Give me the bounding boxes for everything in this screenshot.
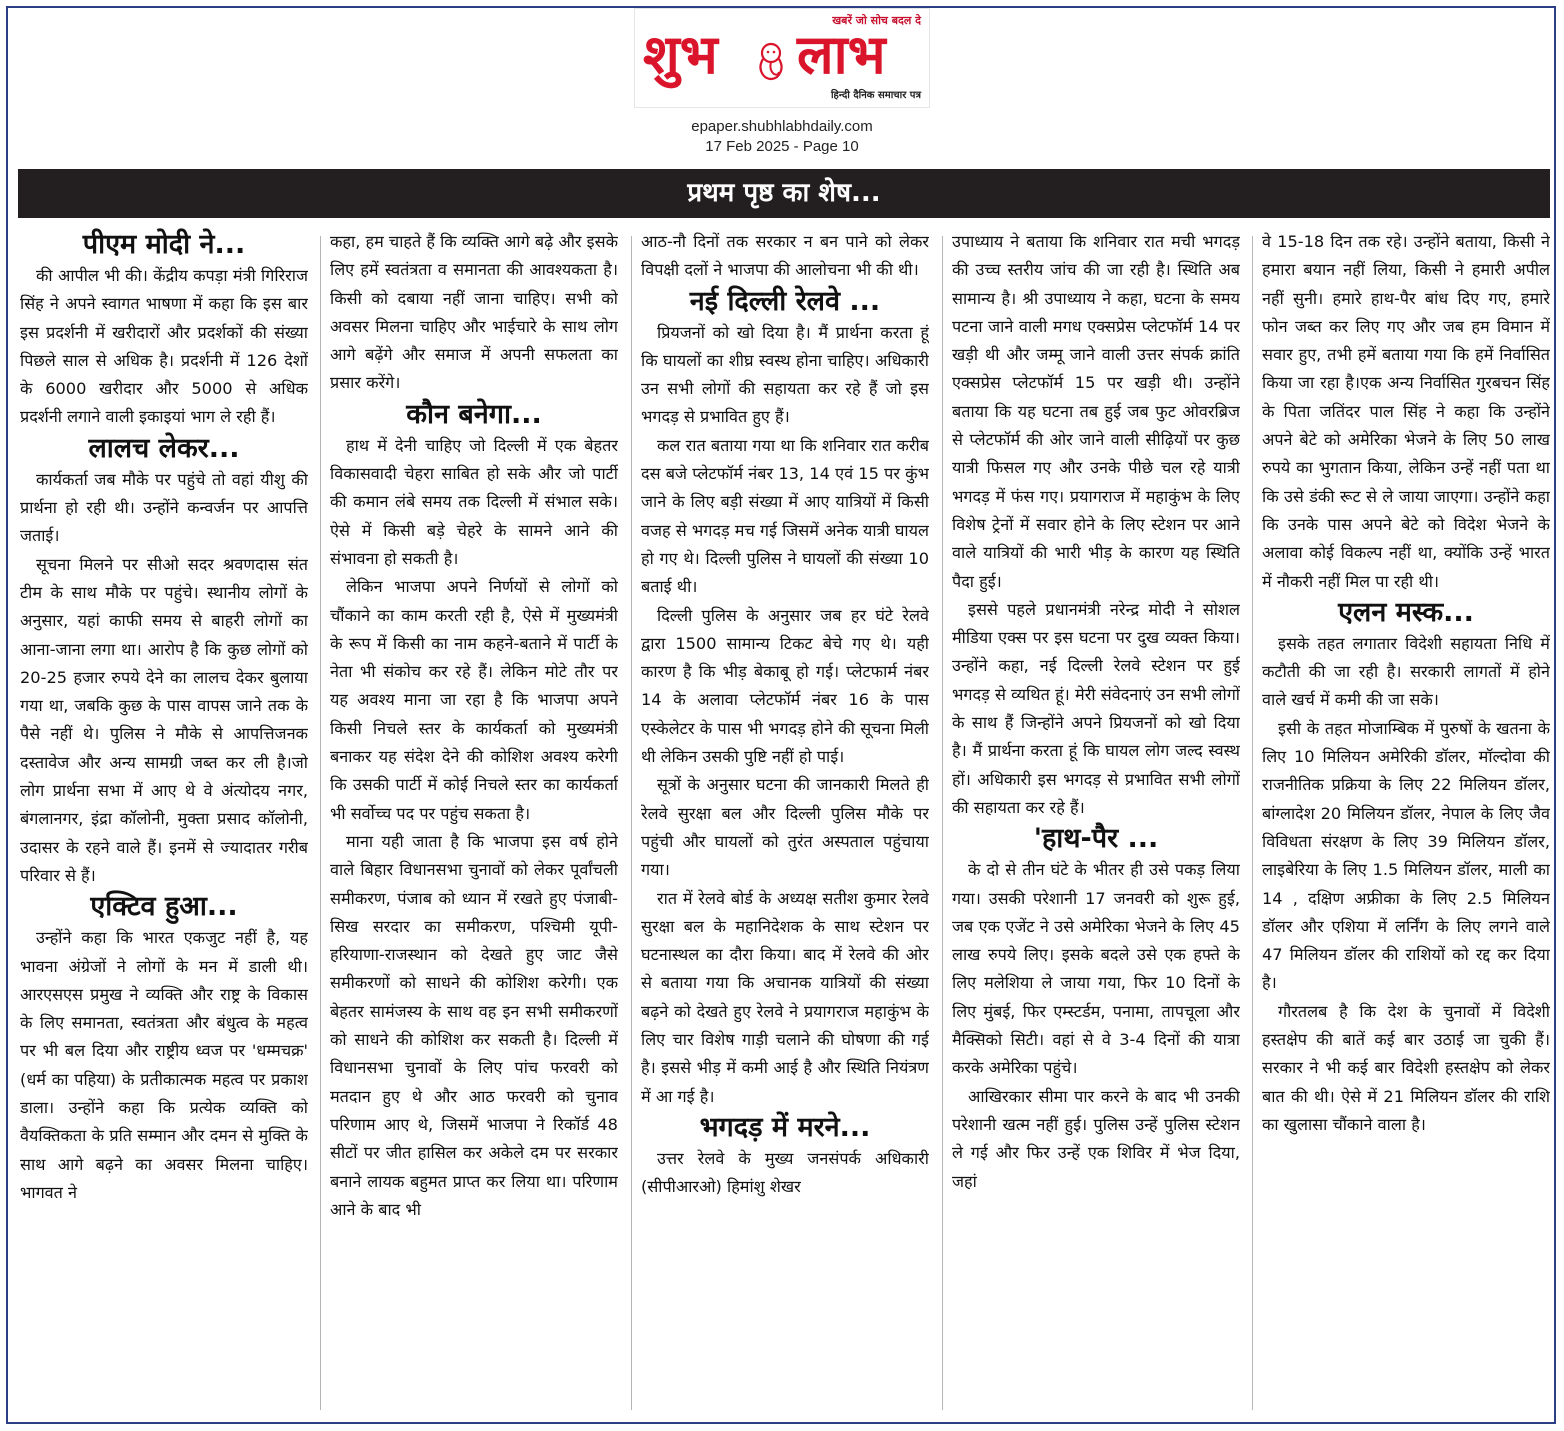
article-paragraph: वे 15-18 दिन तक रहे। उन्होंने बताया, किसी ने हमारा बयान नहीं लिया, किसी ने हमारी अपील नहीं सुनी। हमारे हाथ-पैर बांध दिए गए, हमारे फोन जब्त कर लिए गए और जब हम विमान में सवार हुए, तभी हमें बताया गया कि हमें निर्वासित किया जा रहा है।एक अन्य निर्वासित गुरबचन सिंह के पिता जतिंदर पाल सिंह ने कहा कि उन्होंने अपने बेटे को अमेरिका भेजने के लिए 50 लाख रुपये का भुगतान किया, लेकिन उन्हें नहीं पता था कि उसे डंकी रूट से ले जाया जाएगा। उन्होंने कहा कि उनके पास अपने बेटे को विदेश भेजने के अलावा कोई विकल्प नहीं था, क्योंकि उन्हें भारत में नौकरी नहीं मिल पा रही थी। (1262, 232, 1550, 591)
article-column-3 (641, 228, 929, 1414)
article-paragraph: सूचना मिलने पर सीओ सदर श्रवणदास संत टीम के साथ मौके पर पहुंचे। स्थानीय लोगों के अनुसार, यहां काफी समय से बाहरी लोगों का आना-जाना लगा था। आरोप है कि कुछ लोगों को 20-25 हजार रुपये देने का लालच देकर बुलाया गया था, जबकि कुछ के पास वापस जाने तक के पैसे नहीं थे। पुलिस ने मौके से आपत्तिजनक दस्तावेज और अन्य सामग्री जब्त कर ली है।जो लोग प्रार्थना सभा में आए थे वे अंत्योदय नगर, बंगलानगर, इंद्रा कॉलोनी, मुक्ता प्रसाद कॉलोनी, उदासर के रहने वाले हैं। इनमें से ज्यादातर गरीब परिवार से हैं। (20, 554, 308, 885)
article-paragraph: आठ-नौ दिनों तक सरकार न बन पाने को लेकर विपक्षी दलों ने भाजपा की आलोचना भी की थी। (641, 232, 929, 280)
page-date: 17 Feb 2025 - Page 10 (705, 138, 859, 155)
article-heading: पीएम मोदी ने... (82, 229, 246, 260)
article-paragraph: इससे पहले प्रधानमंत्री नरेन्द्र मोदी ने सोशल मीडिया एक्स पर इस घटना पर दुख व्यक्त किया। उन्होंने कहा, नई दिल्ली रेलवे स्टेशन पर हुई भगदड़ से व्यथित हूं। मेरी संवेदनाएं उन सभी लोगों के साथ हैं जिन्होंने अपने प्रियजनों को खो दिया है। मैं प्रार्थना करता हूं कि घायल लोग जल्द स्वस्थ हों। अधिकारी इस भगदड़ से प्रभावित सभी लोगों की सहायता कर रहे हैं। (952, 599, 1240, 817)
article-paragraph: के दो से तीन घंटे के भीतर ही उसे पकड़ लिया गया। उसकी परेशानी 17 जनवरी को शुरू हुई, जब एक एजेंट ने उसे अमेरिका भेजने के लिए 45 लाख रुपये लिए। इसके बदले उसे एक हफ्ते के लिए मलेशिया ले जाया गया, फिर 10 दिनों के लिए मुंबई, फिर एम्स्टर्डम, पनामा, तापचूला और मैक्सिको सिटी। वहां से वे 3-4 दिनों की यात्रा करके अमेरिका पहुंचे। (952, 860, 1240, 1078)
section-banner: प्रथम पृष्ठ का शेष... (18, 169, 1550, 218)
article-column-2 (330, 228, 618, 1414)
article-paragraph: इसी के तहत मोजाम्बिक में पुरुषों के खतना के लिए 10 मिलियन अमेरिकी डॉलर, मॉल्दोवा की राजनीतिक प्रक्रिया के लिए 22 मिलियन डॉलर, बांग्लादेश 20 मिलियन डॉलर, नेपाल के लिए जैव विविधता संरक्षण के लिए 39 मिलियन डॉलर, लाइबेरिया के लिए 1.5 मिलियन डॉलर, माली का 14 , दक्षिण अफ्रीका के लिए 2.5 मिलियन डॉलर और एशिया में लर्निंग के लिए लगने वाले 47 मिलियन डॉलर की राशियों को रद्द कर दिया है। (1262, 718, 1550, 993)
article-paragraph: माना यही जाता है कि भाजपा इस वर्ष होने वाले बिहार विधानसभा चुनावों को लेकर पूर्वांचली समीकरण, पंजाब को ध्यान में रखते हुए पंजाबी-सिख सरदार का समीकरण, पश्चिमी यूपी-हरियाणा-राजस्थान को देखते हुए जाट जैसे समीकरणों को साधने की कोशिश करेगी। एक बेहतर सामंजस्य के साथ वह इन सभी समीकरणों को साधने की कोशिश कर सकती है। दिल्ली में विधानसभा चुनावों के लिए पांच फरवरी को मतदान हुए थे और आठ फरवरी को चुनाव परिणाम आए थे, जिसमें भाजपा ने रिकॉर्ड 48 सीटों पर जीत हासिल कर अकेले दम पर सरकार बनाने लायक बहुमत प्राप्त कर लिया था। परिणाम आने के बाद भी (330, 831, 618, 1219)
article-paragraph: की आपील भी की। केंद्रीय कपड़ा मंत्री गिरिराज सिंह ने अपने स्वागत भाषणा में कहा कि इस बार इस प्रदर्शनी में खरीदारों और प्रदर्शकों की संख्या पिछले साल से अधिक है। प्रदर्शनी में 126 देशों के 6000 खरीदार और 5000 से अधिक प्रदर्शनी लगाने वाली इकाइयां भाग ले रही हैं। (20, 266, 308, 427)
article-paragraph: हाथ में देनी चाहिए जो दिल्ली में एक बेहतर विकासवादी चेहरा साबित हो सके और जो पार्टी की कमान लंबे समय तक दिल्ली में संभाल सके। ऐसे में किसी बड़े चेहरे के सामने आने की संभावना हो सकती है। (330, 435, 618, 568)
article-paragraph: प्रियजनों को खो दिया है। मैं प्रार्थना करता हूं कि घायलों का शीघ्र स्वस्थ होना चाहिए। अधिकारी उन सभी लोगों की सहायता कर रहे हैं जो इस भगदड़ से प्रभावित हुए हैं। (641, 322, 929, 427)
column-divider (320, 236, 321, 1410)
article-column-5 (1262, 228, 1550, 1414)
masthead-logo (634, 8, 930, 108)
site-url[interactable]: epaper.shubhlabhdaily.com (691, 118, 873, 135)
article-paragraph: कार्यकर्ता जब मौके पर पहुंचे तो वहां यीशु की प्रार्थना हो रही थी। उन्होंने कन्वर्जन पर आपत्ति जताई। (20, 469, 308, 546)
article-paragraph: कहा, हम चाहते हैं कि व्यक्ति आगे बढ़े और इसके लिए हमें स्वतंत्रता व समानता की आवश्यकता है। किसी को दबाया नहीं जाना चाहिए। सभी को अवसर मिलना चाहिए और भाईचारे के साथ लोग आगे बढ़ेंगे और समाज में अपनी सफलता का प्रसार करेंगे। (330, 232, 618, 393)
article-heading: एलन मस्क... (1338, 596, 1474, 628)
article-paragraph: उपाध्याय ने बताया कि शनिवार रात मची भगदड़ की उच्च स्तरीय जांच की जा रही है। स्थिति अब सामान्य है। श्री उपाध्याय ने कहा, घटना के समय पटना जाने वाली मगध एक्सप्रेस प्लेटफॉर्म 14 पर खड़ी थी और जम्मू जाने वाली उत्तर संपर्क क्रांति एक्सप्रेस प्लेटफॉर्म 15 पर खड़ी थी। उन्होंने बताया कि यह घटना तब हुई जब फुट ओवरब्रिज से प्लेटफॉर्म की ओर जाने वाली सीढ़ियों पर कुछ यात्री फिसल गए और उनके पीछे चल रहे यात्री भगदड़ में फंस गए। प्रयागराज में महाकुंभ के लिए विशेष ट्रेनों में सवार होने के लिए स्टेशन पर आने वाले यात्रियों की भारी भीड़ के कारण यह स्थिति पैदा हुई। (952, 232, 1240, 591)
column-divider (1252, 236, 1253, 1410)
article-paragraph: गौरतलब है कि देश के चुनावों में विदेशी हस्तक्षेप की बातें कई बार उठाई जा चुकी हैं। सरकार ने भी कई बार विदेशी हस्तक्षेप को लेकर बात की थी। ऐसे में 21 मिलियन डॉलर की राशि का खुलासा चौंकाने वाला है। (1262, 1001, 1550, 1134)
article-paragraph: इसके तहत लगातार विदेशी सहायता निधि में कटौती की जा रही है। सरकारी लागतों में होने वाले खर्च में कमी की जा सके। (1262, 633, 1550, 710)
article-column-4 (952, 228, 1240, 1414)
column-divider (631, 236, 632, 1410)
article-heading: कौन बनेगा... (406, 398, 542, 430)
article-paragraph: कल रात बताया गया था कि शनिवार रात करीब दस बजे प्लेटफॉर्म नंबर 13, 14 एवं 15 पर कुंभ जाने के लिए बड़ी संख्या में आए यात्रियों में किसी वजह से भगदड़ मच गई जिसमें अनेक यात्री घायल हो गए थे। दिल्ली पुलिस ने घायलों की संख्या 10 बताई थी। (641, 435, 929, 597)
logo-word-right: लाभ (797, 22, 886, 86)
article-paragraph: सूत्रों के अनुसार घटना की जानकारी मिलते ही रेलवे सुरक्षा बल और दिल्ली पुलिस मौके पर पहुंची और घायलों को तुरंत अस्पताल पहुंचाया गया। (641, 775, 929, 880)
article-heading: नई दिल्ली रेलवे ... (689, 285, 881, 317)
column-divider (942, 236, 943, 1410)
article-heading: भगदड़ में मरने... (699, 1111, 871, 1143)
article-column-1 (20, 228, 308, 1414)
masthead-subtitle: हिन्दी दैनिक समाचार पत्र (830, 90, 921, 101)
article-heading: लालच लेकर... (88, 432, 240, 464)
masthead-tagline: खबरें जो सोच बदल दे (832, 14, 921, 27)
article-paragraph: दिल्ली पुलिस के अनुसार जब हर घंटे रेलवे द्वारा 1500 सामान्य टिकट बेचे गए थे। यही कारण है कि भीड़ बेकाबू हो गई। प्लेटफार्म नंबर 14 के अलावा प्लेटफॉर्म नंबर 16 के पास एस्केलेटर के पास भी भगदड़ होने की सूचना मिली थी लेकिन उसकी पुष्टि नहीं हो पाई। (641, 605, 929, 767)
article-paragraph: उन्होंने कहा कि भारत एकजुट नहीं है, यह भावना अंग्रेजों ने लोगों के मन में डाली थी। आरएसएस प्रमुख ने व्यक्ति और राष्ट्र के विकास के लिए समानता, स्वतंत्रता और बंधुत्व के महत्व पर भी बल दिया और राष्ट्रीय ध्वज पर 'धम्मचक्र' (धर्म का पहिया) के प्रतीकात्मक महत्व पर प्रकाश डाला। उन्होंने कहा कि प्रत्येक व्यक्ति को वैयक्तिकता के प्रति सम्मान और दमन से मुक्ति के साथ आगे बढ़ने का अवसर मिलना चाहिए। भागवत ने (20, 928, 308, 1202)
logo-word-left: शुभ (643, 22, 718, 86)
article-heading: एक्टिव हुआ... (90, 891, 238, 923)
article-paragraph: उत्तर रेलवे के मुख्य जनसंपर्क अधिकारी (सीपीआरओ) हिमांशु शेखर (641, 1148, 929, 1197)
article-paragraph: आखिरकार सीमा पार करने के बाद भी उनकी परेशानी खत्म नहीं हुई। पुलिस उन्हें पुलिस स्टेशन ले गई और फिर उन्हें एक शिविर में भेज दिया, जहां (952, 1086, 1240, 1191)
article-heading: 'हाथ-पैर ... (1033, 823, 1159, 855)
article-paragraph: रात में रेलवे बोर्ड के अध्यक्ष सतीश कुमार रेलवे सुरक्षा बल के महानिदेशक के साथ स्टेशन पर घटनास्थल का दौरा किया। बाद में रेलवे की ओर से बताया गया कि अचानक यात्रियों की संख्या बढ़ने को देखते हुए रेलवे ने प्रयागराज महाकुंभ के लिए चार विशेष गाड़ी चलाने की घोषणा की गई है। इससे भीड़ में कमी आई है और स्थिति नियंत्रण में आ गई है। (641, 888, 929, 1106)
article-paragraph: लेकिन भाजपा अपने निर्णयों से लोगों को चौंकाने का काम करती रही है, ऐसे में मुख्यमंत्री के रूप में किसी का नाम कहने-बताने में पार्टी के नेता भी संकोच कर रहे हैं। लेकिन मोटे तौर पर यह अवश्य माना जा रहा है कि भाजपा अपने किसी निचले स्तर के कार्यकर्ता को मुख्यमंत्री बनाकर यह संदेश देने की कोशिश अवश्य करेगी कि उसकी पार्टी में कोई निचले स्तर का कार्यकर्ता भी सर्वोच्च पद पर पहुंच सकता है। (330, 577, 618, 823)
ganesha-icon (749, 39, 793, 83)
